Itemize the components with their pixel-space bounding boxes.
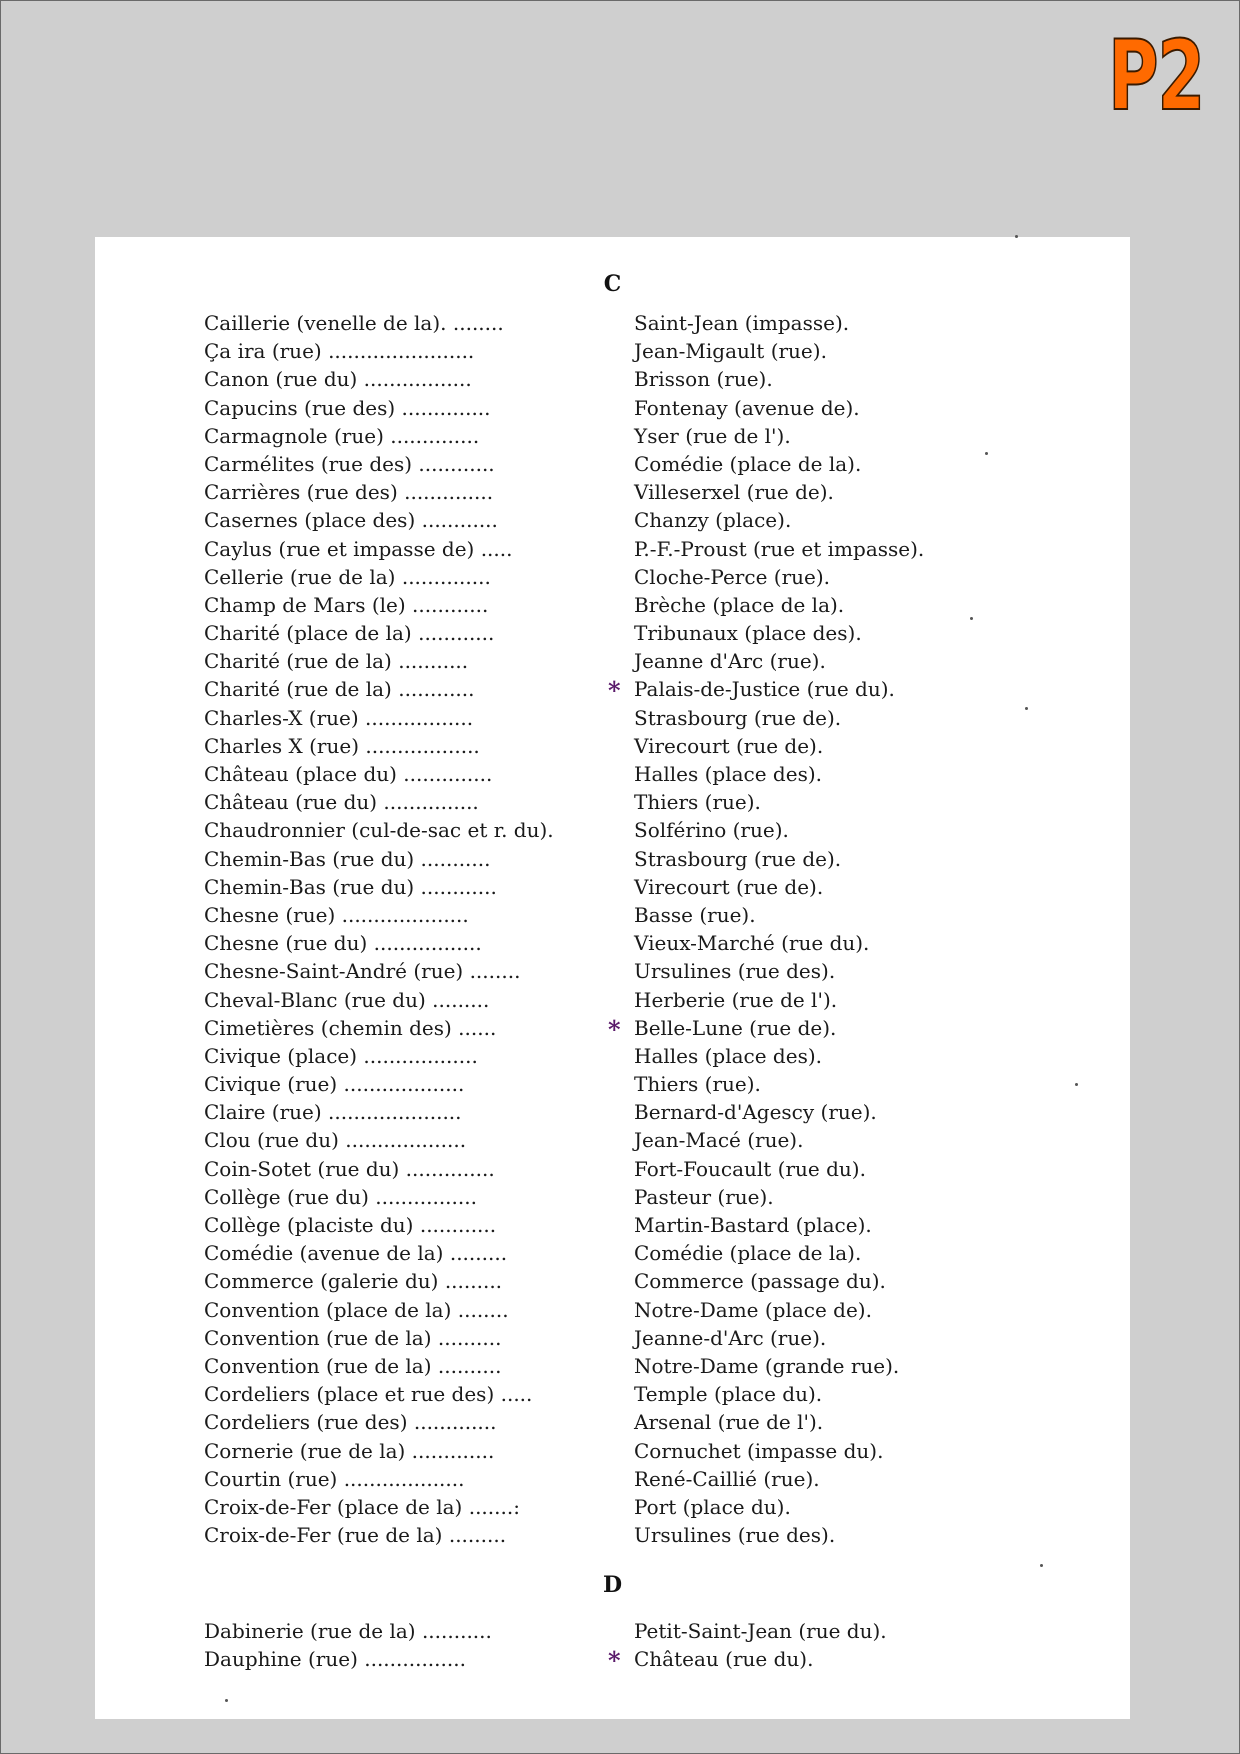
old-street-name: Collège (placiste du) ............ — [204, 1213, 497, 1237]
index-entry — [204, 1211, 1064, 1239]
index-entry — [204, 1521, 1064, 1549]
new-street-name: Chanzy (place). — [634, 508, 792, 533]
old-street-name: Chesne (rue) .................... — [204, 902, 469, 927]
index-entry — [204, 506, 1064, 534]
old-street-name: Chesne-Saint-André (rue) ........ — [204, 959, 521, 984]
new-street-name: Belle-Lune (rue de). — [634, 1015, 837, 1040]
new-street-name: Ursulines (rue des). — [634, 1523, 836, 1548]
new-street-name: Fontenay (avenue de). — [634, 395, 860, 420]
old-street-name: Chaudronnier (cul-de-sac et r. du). — [204, 818, 554, 843]
section-c-list — [204, 309, 1064, 1549]
index-entry — [204, 760, 1064, 788]
asterisk-marker-icon: * — [608, 1014, 621, 1044]
index-entry — [204, 1126, 1064, 1154]
index-entry — [204, 1296, 1064, 1324]
old-street-name: Dauphine (rue) ................ — [204, 1647, 466, 1672]
new-street-name: Jeanne-d'Arc (rue). — [634, 1325, 827, 1350]
new-street-name: Comédie (place de la). — [634, 451, 862, 476]
new-street-name: Vieux-Marché (rue du). — [634, 931, 870, 956]
old-street-name: Ça ira (rue) ....................... — [204, 339, 475, 364]
new-street-name: Brèche (place de la). — [634, 592, 845, 617]
index-entry — [204, 337, 1064, 365]
index-entry — [204, 845, 1064, 873]
old-street-name: Caillerie (venelle de la). ........ — [204, 311, 504, 335]
new-street-name: Palais-de-Justice (rue du). — [634, 677, 895, 702]
old-street-name: Capucins (rue des) .............. — [204, 395, 491, 420]
old-street-name: Chesne (rue du) ................. — [204, 931, 482, 956]
new-street-name: Martin-Bastard (place). — [634, 1213, 872, 1237]
index-entry — [204, 450, 1064, 478]
section-d-list — [204, 1617, 1064, 1676]
index-entry — [204, 675, 1064, 706]
index-entry — [204, 535, 1064, 563]
old-street-name: Carmagnole (rue) .............. — [204, 423, 480, 448]
new-street-name: Commerce (passage du). — [634, 1269, 886, 1294]
new-street-name: Notre-Dame (grande rue). — [634, 1353, 900, 1378]
index-entry — [204, 1408, 1064, 1436]
new-street-name: Thiers (rue). — [634, 1072, 761, 1097]
index-entry — [204, 1437, 1064, 1465]
new-street-name: Fort-Foucault (rue du). — [634, 1156, 866, 1181]
scan-speck — [1025, 707, 1028, 710]
new-street-name: Thiers (rue). — [634, 790, 761, 815]
old-street-name: Château (rue du) ............... — [204, 790, 479, 815]
new-street-name: Herberie (rue de l'). — [634, 987, 838, 1012]
index-entry — [204, 394, 1064, 422]
old-street-name: Chemin-Bas (rue du) ........... — [204, 846, 491, 871]
new-street-name: Jean-Migault (rue). — [634, 339, 827, 364]
new-street-name: Port (place du). — [634, 1494, 791, 1519]
new-street-name: Brisson (rue). — [634, 367, 773, 392]
index-entry — [204, 1352, 1064, 1380]
old-street-name: Cimetières (chemin des) ...... — [204, 1015, 497, 1040]
old-street-name: Casernes (place des) ............ — [204, 508, 498, 533]
old-street-name: Carrières (rue des) .............. — [204, 480, 494, 505]
index-entry — [204, 1617, 1064, 1645]
index-entry — [204, 422, 1064, 450]
new-street-name: Basse (rue). — [634, 902, 756, 927]
index-entry — [204, 619, 1064, 647]
new-street-name: Virecourt (rue de). — [634, 874, 824, 899]
new-street-name: P.-F.-Proust (rue et impasse). — [634, 536, 925, 561]
scan-speck — [1075, 1083, 1078, 1086]
old-street-name: Civique (rue) ................... — [204, 1072, 465, 1097]
old-street-name: Civique (place) .................. — [204, 1043, 478, 1068]
new-street-name: Cloche-Perce (rue). — [634, 564, 831, 589]
index-entry — [204, 1267, 1064, 1295]
old-street-name: Collège (rue du) ................ — [204, 1184, 477, 1209]
old-street-name: Commerce (galerie du) ......... — [204, 1269, 503, 1294]
old-street-name: Cellerie (rue de la) .............. — [204, 564, 491, 589]
new-street-name: Jeanne d'Arc (rue). — [634, 649, 826, 674]
index-entry — [204, 1493, 1064, 1521]
index-entry — [204, 591, 1064, 619]
section-letter-c: C — [603, 271, 622, 297]
old-street-name: Charles X (rue) .................. — [204, 733, 480, 758]
old-street-name: Champ de Mars (le) ............ — [204, 592, 489, 617]
old-street-name: Clou (rue du) ................... — [204, 1128, 467, 1153]
index-entry — [204, 1070, 1064, 1098]
asterisk-marker-icon: * — [608, 676, 621, 706]
index-entry — [204, 1155, 1064, 1183]
old-street-name: Charité (rue de la) ............ — [204, 677, 475, 702]
old-street-name: Courtin (rue) ................... — [204, 1466, 465, 1491]
old-street-name: Croix-de-Fer (rue de la) ......... — [204, 1523, 507, 1548]
index-entry — [204, 929, 1064, 957]
old-street-name: Charité (rue de la) ........... — [204, 649, 469, 674]
old-street-name: Cordeliers (place et rue des) ..... — [204, 1382, 533, 1407]
new-street-name: Halles (place des). — [634, 1043, 822, 1068]
old-street-name: Dabinerie (rue de la) ........... — [204, 1619, 492, 1643]
index-entry — [204, 1183, 1064, 1211]
old-street-name: Convention (rue de la) .......... — [204, 1353, 502, 1378]
index-entry — [204, 1324, 1064, 1352]
index-entry — [204, 309, 1064, 337]
index-entry — [204, 957, 1064, 985]
old-street-name: Coin-Sotet (rue du) .............. — [204, 1156, 495, 1181]
index-entry — [204, 901, 1064, 929]
scan-speck — [1015, 235, 1018, 238]
new-street-name: Temple (place du). — [634, 1382, 823, 1407]
new-street-name: Bernard-d'Agescy (rue). — [634, 1100, 877, 1125]
old-street-name: Caylus (rue et impasse de) ..... — [204, 536, 513, 561]
index-entry — [204, 1042, 1064, 1070]
scan-speck — [225, 1699, 228, 1702]
index-entry — [204, 732, 1064, 760]
scan-speck — [1040, 1564, 1043, 1567]
scan-speck — [970, 617, 973, 620]
old-street-name: Château (place du) .............. — [204, 762, 493, 786]
index-entry — [204, 563, 1064, 591]
new-street-name: Arsenal (rue de l'). — [634, 1410, 824, 1435]
new-street-name: Pasteur (rue). — [634, 1184, 774, 1209]
index-entry — [204, 1098, 1064, 1126]
index-entry — [204, 986, 1064, 1014]
new-street-name: Jean-Macé (rue). — [634, 1128, 804, 1153]
index-entry — [204, 704, 1064, 732]
index-entry — [204, 873, 1064, 901]
index-entry — [204, 1465, 1064, 1493]
new-street-name: Petit-Saint-Jean (rue du). — [634, 1619, 887, 1643]
asterisk-marker-icon: * — [608, 1646, 621, 1676]
new-street-name: Halles (place des). — [634, 762, 822, 786]
scan-speck — [985, 452, 988, 455]
new-street-name: Tribunaux (place des). — [634, 621, 862, 646]
section-letter-d: D — [602, 1572, 623, 1598]
new-street-name: René-Caillié (rue). — [634, 1466, 820, 1491]
index-entry — [204, 478, 1064, 506]
new-street-name: Strasbourg (rue de). — [634, 705, 842, 730]
old-street-name: Convention (rue de la) .......... — [204, 1325, 502, 1350]
new-street-name: Notre-Dame (place de). — [634, 1297, 872, 1322]
new-street-name: Cornuchet (impasse du). — [634, 1438, 884, 1463]
index-entry — [204, 816, 1064, 844]
old-street-name: Convention (place de la) ........ — [204, 1297, 509, 1322]
new-street-name: Saint-Jean (impasse). — [634, 311, 850, 335]
index-entry — [204, 647, 1064, 675]
old-street-name: Canon (rue du) ................. — [204, 367, 472, 392]
new-street-name: Ursulines (rue des). — [634, 959, 836, 984]
old-street-name: Cornerie (rue de la) ............. — [204, 1438, 495, 1463]
old-street-name: Claire (rue) ..................... — [204, 1100, 462, 1125]
index-entry — [204, 1239, 1064, 1267]
document-sheet — [95, 237, 1130, 1719]
old-street-name: Cordeliers (rue des) ............. — [204, 1410, 497, 1435]
old-street-name: Comédie (avenue de la) ......... — [204, 1241, 508, 1266]
old-street-name: Carmélites (rue des) ............ — [204, 451, 495, 476]
index-entry — [204, 1380, 1064, 1408]
new-street-name: Yser (rue de l'). — [634, 423, 791, 448]
page-label: P2 — [1108, 20, 1204, 132]
index-entry — [204, 1645, 1064, 1676]
old-street-name: Charité (place de la) ............ — [204, 621, 495, 646]
old-street-name: Chemin-Bas (rue du) ............ — [204, 874, 497, 899]
new-street-name: Virecourt (rue de). — [634, 733, 824, 758]
index-entry — [204, 1014, 1064, 1042]
old-street-name: Cheval-Blanc (rue du) ......... — [204, 987, 490, 1012]
old-street-name: Croix-de-Fer (place de la) .......: — [204, 1494, 520, 1519]
old-street-name: Charles-X (rue) ................. — [204, 705, 474, 730]
new-street-name: Comédie (place de la). — [634, 1241, 862, 1266]
new-street-name: Villeserxel (rue de). — [634, 480, 834, 505]
new-street-name: Solférino (rue). — [634, 818, 789, 843]
new-street-name: Château (rue du). — [634, 1647, 814, 1672]
index-entry — [204, 788, 1064, 816]
index-entry — [204, 365, 1064, 393]
new-street-name: Strasbourg (rue de). — [634, 846, 842, 871]
